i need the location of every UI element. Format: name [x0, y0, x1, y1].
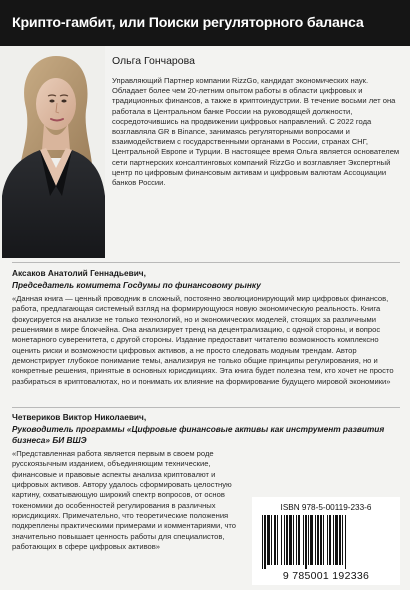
barcode-digits: 9 785001 192336 — [282, 570, 370, 582]
reviewer-role-2: Руководитель программы «Цифровые финансовые активы как инструмент развития бизнеса» БИ ВШЭ — [12, 424, 385, 445]
book-title: Крипто-гамбит, или Поиски регуляторного баланса — [12, 15, 364, 31]
barcode-icon — [258, 515, 394, 569]
author-photo — [0, 46, 105, 258]
section-divider — [12, 262, 400, 263]
review-text-1: «Данная книга — ценный проводник в сложный, постоянно эволюционирующий мир цифровых финансов, работа, предлагающая системный взгляд на формирующуюся новую экономическую реальность. Книга фокусируется на анализе не только технологий, но и экономических моделей, стоящих за различными решениями в мире блокчейна. Она анализирует тренд на децентрализацию, с одной стороны, и вопрос монетарного суверенитета, с другой стороны. Издание предоставит читателю возможность комплексно оценить риски и возможности цифровых активов, а не просто следовать модным трендам. Автор демонстрирует глубокое понимание темы, анализируя не только общие принципы регулирования, но и конкретные решения, принятые в основных юрисдикциях. Эта книга будет полезна тем, кто хочет не просто разбираться в криптовалютах, но и понимать их влияние на формирование будущего мировой экономики» — [12, 294, 394, 386]
author-bio: Управляющий Партнер компании RizzGo, кандидат экономических наук. Обладает более чем 20-летним опытом работы в области цифровых и традиционных финансов, а также в криптоиндустрии. В течение восьми лет она работала в Центральном банке России на руководящей должности, сосредоточившись на продвижении цифровых направлений. С 2022 года возглавляла GR в Binance, занимаясь регуляторными вопросами и взаимодействием с государственными органами в России, странах СНГ, Центральной Европе и Турции. В настоящее время Ольга является основателем сети партнерских консалтинговых компаний RizzGo и возглавляет Экспертный центр по цифровым финансовым активам и цифровым валютам Ассоциации банков России. — [112, 76, 400, 188]
reviewer-name-2: Четвериков Виктор Николаевич, — [12, 412, 147, 422]
reviewer-role-1: Председатель комитета Госдумы по финансовому рынку — [12, 280, 261, 290]
section-divider — [12, 407, 400, 408]
review-text-2: «Представленная работа является первым в своем роде русскоязычным изданием, объединяющим технические, финансовые и правовые аспекты анализа криптовалют и цифровых активов. Автору удалось сформировать целостную картину, охватывающую широкий спектр вопросов, от основ токеномики до особенностей регулирования в различных юрисдикциях. Примечательно, что теоретические положения подкреплены практическими примерами и комментариями, что значительно повышает ценность работы для специалистов, работающих в сфере цифровых активов» — [12, 449, 237, 552]
reviewer-name-1: Аксаков Анатолий Геннадьевич, — [12, 268, 146, 278]
isbn-label: ISBN 978-5-00119-233-6 — [280, 503, 372, 512]
author-portrait-image — [0, 46, 105, 258]
isbn-barcode-block — [252, 497, 400, 585]
title-banner — [0, 0, 410, 46]
author-name: Ольга Гончарова — [112, 55, 195, 67]
